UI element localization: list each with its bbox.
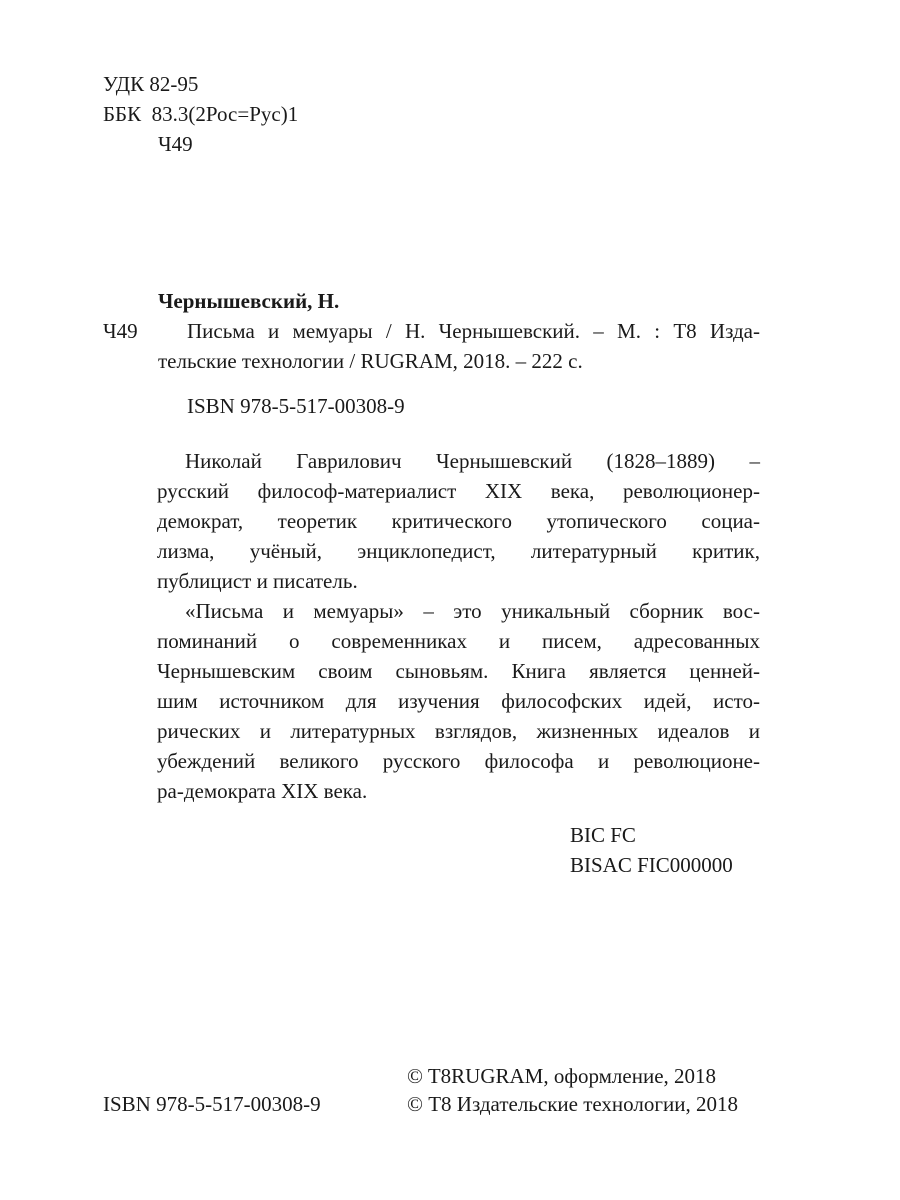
annotation-line: убеждений великого русского философа и революционе- xyxy=(157,749,760,773)
copyright-design: © T8RUGRAM, оформление, 2018 xyxy=(407,1064,717,1088)
author-name: Чернышевский, Н. xyxy=(158,289,340,313)
bbk-code: ББК 83.3(2Рос=Рус)1 xyxy=(103,102,299,126)
bic-code: BIC FC xyxy=(570,823,636,847)
annotation-line: поминаний о современниках и писем, адресованных xyxy=(157,629,760,653)
annotation-line: публицист и писатель. xyxy=(157,569,358,593)
author-mark: Ч49 xyxy=(158,132,193,156)
bisac-code: BISAC FIC000000 xyxy=(570,853,733,877)
annotation-line: рических и литературных взглядов, жизненных идеалов и xyxy=(157,719,760,743)
annotation-line: демократ, теоретик критического утопического социа- xyxy=(157,509,760,533)
annotation-line: лизма, учёный, энциклопедист, литературный критик, xyxy=(157,539,760,563)
annotation-paragraph-2 xyxy=(157,596,760,806)
annotation-paragraph-1 xyxy=(157,446,760,596)
footer-isbn: ISBN 978-5-517-00308-9 xyxy=(103,1092,321,1116)
annotation-line: шим источником для изучения философских идей, исто- xyxy=(157,689,760,713)
copyright-publisher: © Т8 Издательские технологии, 2018 xyxy=(407,1092,738,1116)
annotation-line: Чернышевским своим сыновьям. Книга является ценней- xyxy=(157,659,760,683)
title-line-2: тельские технологии / RUGRAM, 2018. – 222 с. xyxy=(158,349,583,373)
annotation-line: Николай Гаврилович Чернышевский (1828–1889) – xyxy=(185,449,760,473)
annotation-line: ра-демократа XIX века. xyxy=(157,779,368,803)
annotation-line: русский философ-материалист XIX века, революционер- xyxy=(157,479,760,503)
title-line-1: Письма и мемуары / Н. Чернышевский. – М. : Т8 Изда- xyxy=(187,319,760,343)
side-author-mark: Ч49 xyxy=(103,319,138,343)
udk-code: УДК 82-95 xyxy=(103,72,199,96)
isbn-record: ISBN 978-5-517-00308-9 xyxy=(187,394,405,418)
annotation-line: «Письма и мемуары» – это уникальный сборник вос- xyxy=(185,599,760,623)
